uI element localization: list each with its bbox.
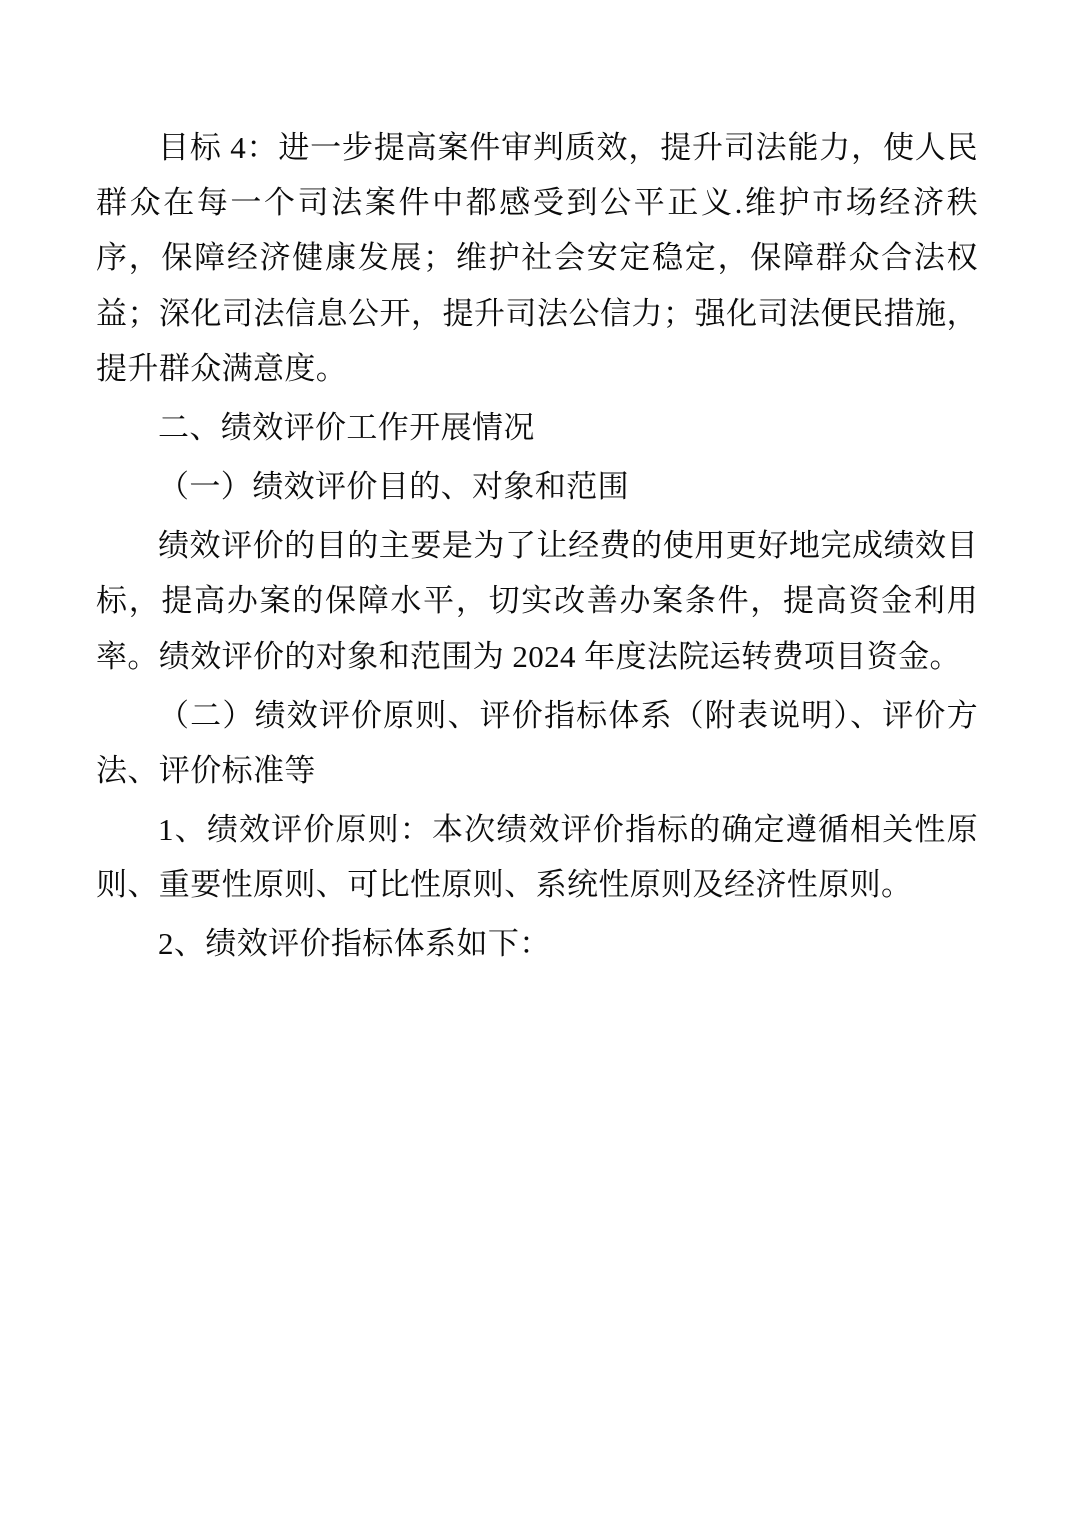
paragraph-subsection-one-heading: （一）绩效评价目的、对象和范围 [158, 469, 629, 505]
paragraph-evaluation-purpose: 绩效评价的目的主要是为了让经费的使用更好地完成绩效目标，提高办案的保障水平，切实改善办案条件，提高资金利用率。绩效评价的对象和范围为 2024 年度法院运转费项目资金。 [96, 528, 978, 674]
paragraph-evaluation-principles: 1、绩效评价原则：本次绩效评价指标的确定遵循相关性原则、重要性原则、可比性原则、系统性原则及经济性原则。 [96, 812, 978, 903]
paragraph-goal-4: 目标 4：进一步提高案件审判质效，提升司法能力，使人民群众在每一个司法案件中都感受到公平正义.维护市场经济秩序，保障经济健康发展；维护社会安定稳定，保障群众合法权益；深化司法信息公开，提升司法公信力；强化司法便民措施，提升群众满意度。 [96, 130, 978, 386]
paragraph-indicator-system-intro: 2、绩效评价指标体系如下： [158, 926, 551, 962]
paragraph-section-two-heading: 二、绩效评价工作开展情况 [158, 409, 535, 445]
document-body [96, 120, 978, 972]
paragraph-subsection-two-heading: （二）绩效评价原则、评价指标体系（附表说明）、评价方法、评价标准等 [96, 697, 978, 788]
